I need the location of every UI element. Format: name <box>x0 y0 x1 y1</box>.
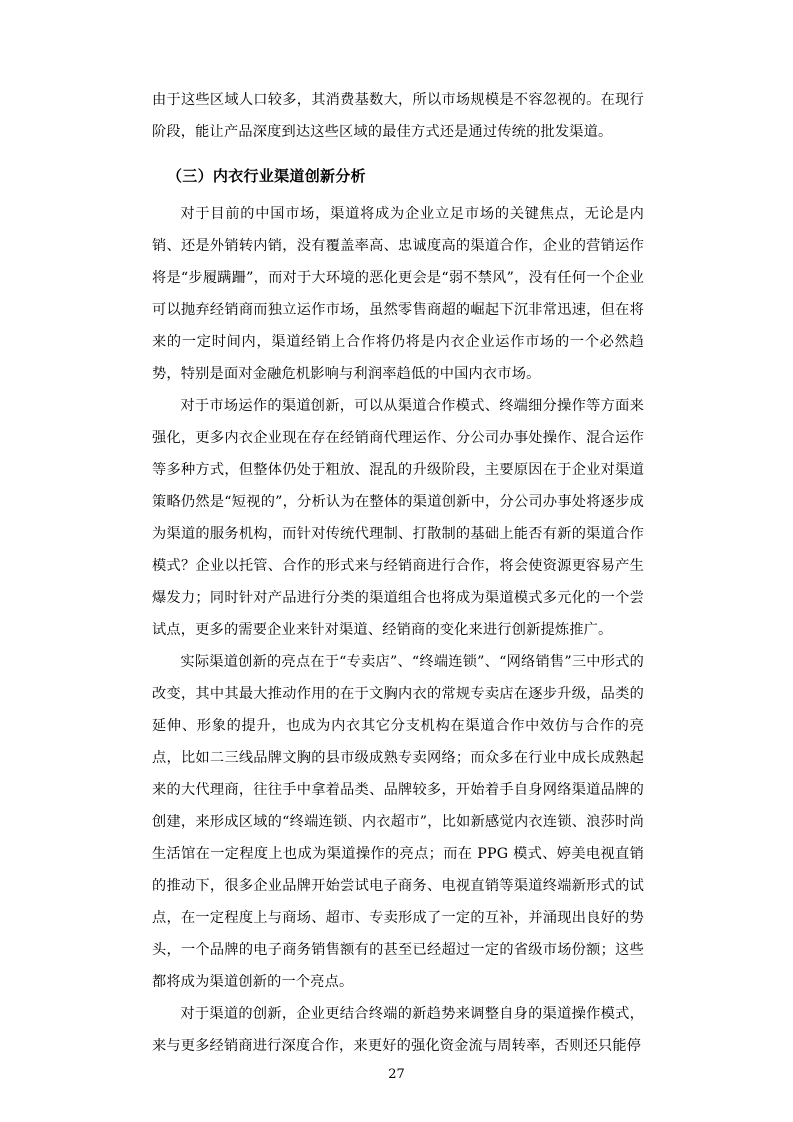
paragraph-intro: 由于这些区域人口较多，其消费基数大，所以市场规模是不容忽视的。在现行阶段，能让产品深度到达这些区域的最佳方式还是通过传统的批发渠道。 <box>152 92 644 140</box>
paragraph-3: 实际渠道创新的亮点在于“专卖店”、“终端连锁”、“网络销售”三中形式的改变，其中其最大推动作用的在于文胸内衣的常规专卖店在逐步升级，品类的延伸、形象的提升，也成为内衣其它分支机构在渠道合作中效仿与合作的亮点，比如二三线品牌文胸的县市级成熟专卖网络；而众多在行业中成长成熟起来的大代理商，往往手中拿着品类、品牌较多，开始着手自身网络渠道品牌的创建，来形成区域的“终端连锁、内衣超市”，比如新感觉内衣连锁、浪莎时尚生活馆在一定程度上也成为渠道操作的亮点；而在 PPG 模式、婷美电视直销的推动下，很多企业品牌开始尝试电子商务、电视直销等渠道终端新形式的试点，在一定程度上与商场、超市、专卖形成了一定的互补，并涌现出良好的势头，一个品牌的电子商务销售额有的甚至已经超过一定的省级市场份额；这些都将成为渠道创新的一个亮点。 <box>152 654 644 990</box>
paragraph-2: 对于市场运作的渠道创新，可以从渠道合作模式、终端细分操作等方面来强化，更多内衣企业现在存在经销商代理运作、分公司办事处操作、混合运作等多种方式，但整体仍处于粗放、混乱的升级阶段，主要原因在于企业对渠道策略仍然是“短视的”，分析认为在整体的渠道创新中，分公司办事处将逐步成为渠道的服务机构，而针对传统代理制、打散制的基础上能否有新的渠道合作模式？企业以托管、合作的形式来与经销商进行合作，将会使资源更容易产生爆发力；同时针对产品进行分类的渠道组合也将成为渠道模式多元化的一个尝试点，更多的需要企业来针对渠道、经销商的变化来进行创新提炼推广。 <box>152 398 644 638</box>
page-number: 27 <box>388 1067 405 1082</box>
page-content <box>152 84 644 1062</box>
paragraph-4: 对于渠道的创新，企业更结合终端的新趋势来调整自身的渠道操作模式，来与更多经销商进行深度合作，来更好的强化资金流与周转率，否则还只能停 <box>152 1006 644 1054</box>
paragraph-1: 对于目前的中国市场，渠道将成为企业立足市场的关键焦点，无论是内销、还是外销转内销，没有覆盖率高、忠诚度高的渠道合作，企业的营销运作将是“步履蹒跚”，而对于大环境的恶化更会是“弱不禁风”，没有任何一个企业可以抛弃经销商而独立运作市场，虽然零售商超的崛起下沉非常迅速，但在将来的一定时间内，渠道经销上合作将仍将是内衣企业运作市场的一个必然趋势，特别是面对金融危机影响与利润率趋低的中国内衣市场。 <box>152 206 644 382</box>
section-heading: （三）内衣行业渠道创新分析 <box>167 167 366 185</box>
